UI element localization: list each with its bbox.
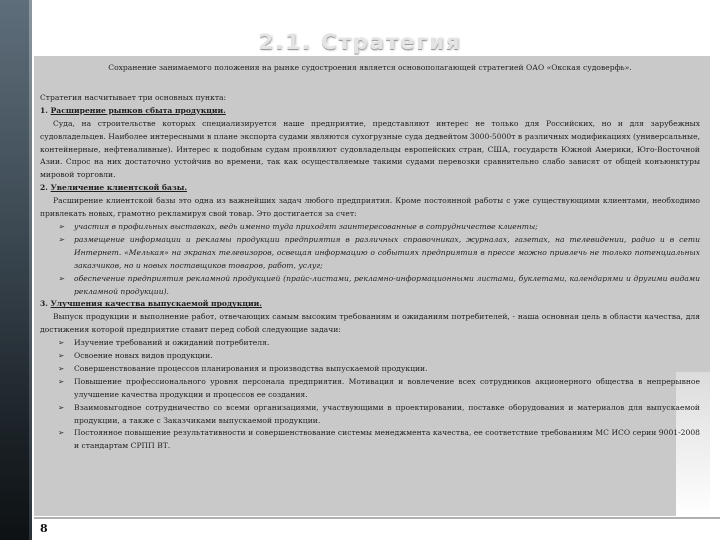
page-number: 8 [40,522,48,535]
intro-text: Сохранение занимаемого положения на рынке судостроения является основополагающей стратегией ОАО «Окская судоверфь». [108,63,632,72]
section-2-heading [40,182,700,195]
section-1-text: Суда, на строительстве которых специализируется наше предприятие, представляют интерес не только для Российских, но и для зарубежных судовладельцев. Наиболее интересными в плане экспорта судами являются сухогрузные суда дедвейтом 3000-5000т в различных модификациях (универсальные, контейнерные, нефтеналивные). Интерес к подобным судам проявляют судовладельцы европейских стран, США, государств Южной Америки, Юго-Восточной Азии. Спрос на них достаточно устойчив во времени, так как осуществляемые такими судами перевозки сравнительно слабо зависят от общей конъюнктуры мировой торговли. [40,118,700,180]
list-item: ➢ обеспечение предприятия рекламной продукцией (прайс-листами, рекламно-информационными листами, буклетами, календарями и другими видами рекламной продукции). [58,273,700,296]
list-item: ➢ Совершенствование процессов планирования и производства выпускаемой продукции. [40,363,700,376]
list-item: ➢ Изучение требований и ожиданий потребителя. [40,337,700,350]
section-number: 3. [40,299,48,309]
arrow-bullet-icon: ➢ [58,234,65,244]
arrow-bullet-icon: ➢ [58,273,65,283]
left-decorative-bar [0,0,32,540]
section-3-heading [40,298,700,311]
arrow-bullet-icon: ➢ [58,351,65,361]
section-3-text: Выпуск продукции и выполнение работ, отвечающих самым высоким требованиям и ожиданиям потребителей, - наша основная цель в области качества, для достижения которой предприятие ставит перед собой следующие задачи: [40,312,700,335]
list-item: ➢ Взаимовыгодное сотрудничество со всеми организациями, участвующими в проектировании, поставке оборудования и материалов для выпускаемой продукции, а также с Заказчиками выпускаемой продукции. [58,402,700,425]
section-1-heading [40,105,700,118]
section-title: Улучшения качества выпускаемой продукции. [50,299,262,309]
section-title: Расширение рынков сбыта продукции. [50,105,226,115]
section-title: Увеличение клиентской базы. [50,183,188,193]
list-item: ➢ Постоянное повышение результативности и совершенствование системы менеджмента качества, ее соответствие требованиям МС ИСО серии 9001-2008 и стандартам СРПП ВТ. [58,428,700,451]
section-2-text: Расширение клиентской базы это одна из важнейших задач любого предприятия. Кроме постоянной работы с уже существующими клиентами, необходимо привлекать новых, грамотно рекламируя свой товар. Это достигается за счет: [40,196,700,219]
bottom-divider [34,517,720,519]
section-number: 2. [40,183,48,193]
slide-content [40,62,700,453]
list-item: ➢ Освоение новых видов продукции. [40,350,700,363]
arrow-bullet-icon: ➢ [58,428,65,438]
lead-text: Стратегия насчитывает три основных пункта: [40,92,227,102]
list-item: ➢ размещение информации и рекламы продукции предприятия в различных справочниках, журналах, газетах, на телевидении, радио и в сети Интернет. «Мелькая» на экранах телевизоров, освещая информацию о событиях предприятия в прессе можно привлечь не только потенциальных заказчиков, но и новых поставщиков товаров, работ, услуг; [58,234,700,270]
list-item: ➢ Повышение профессионального уровня персонала предприятия. Мотивация и вовлечение всех сотрудников акционерного общества в непрерывное улучшение качества продукции и процессов ее создания. [58,376,700,399]
list-item: ➢ участия в профильных выставках, ведь именно туда приходят заинтересованные в сотрудничестве клиенты; [40,221,700,234]
arrow-bullet-icon: ➢ [58,402,65,412]
arrow-bullet-icon: ➢ [58,338,65,348]
arrow-bullet-icon: ➢ [58,376,65,386]
arrow-bullet-icon: ➢ [58,221,65,231]
section-number: 1. [40,105,48,115]
arrow-bullet-icon: ➢ [58,363,65,373]
slide-title: 2.1. Стратегия [258,30,462,54]
